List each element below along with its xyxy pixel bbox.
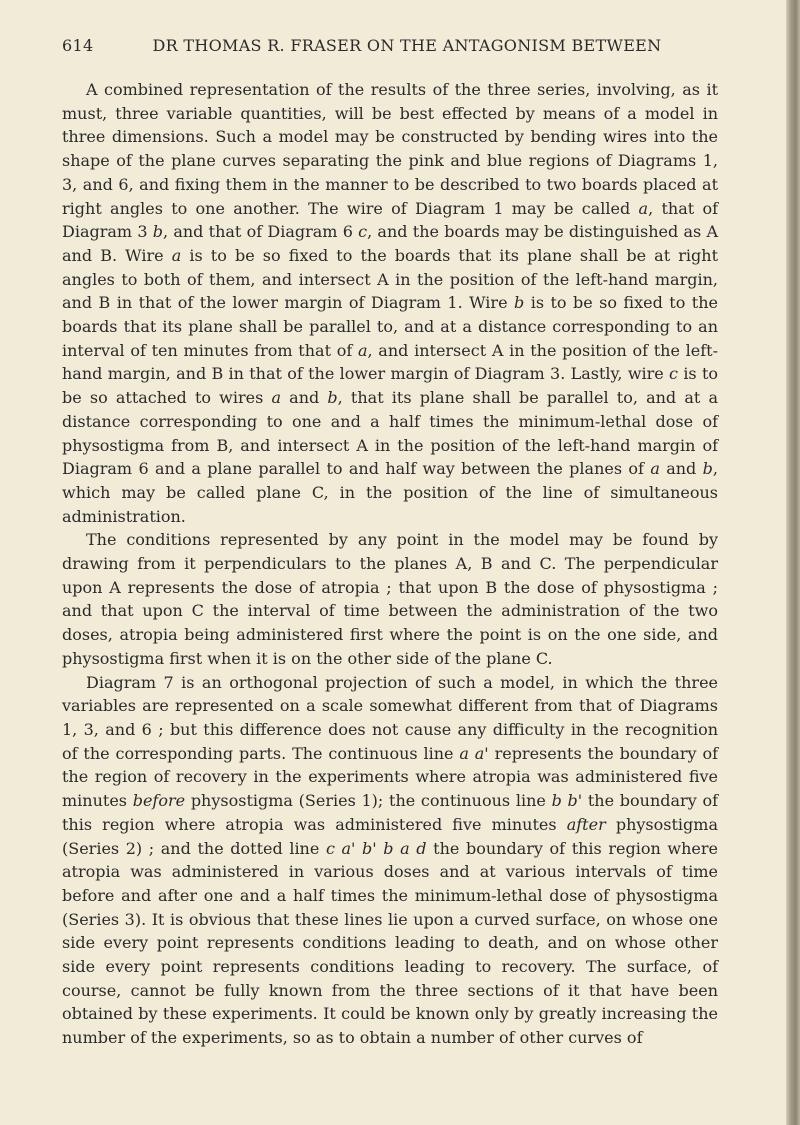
running-title: DR THOMAS R. FRASER ON THE ANTAGONISM BETWEEN xyxy=(152,36,662,55)
running-head xyxy=(62,36,712,62)
paragraph-diagram-7: Diagram 7 is an orthogonal projection of such a model, in which the three variables are represented on a scale somewhat different from that of Diagrams 1, 3, and 6 ; but this difference does not cause any difficulty in the recognition of the corresponding parts. The continuous line a a' represents the boundary of the region of recovery in the experiments where atropia was administered five minutes before physostigma (Series 1); the continuous line b b' the boundary of this region where atropia was administered five minutes after physostigma (Series 2) ; and the dotted line c a' b' b a d the boundary of this region where atropia was administered in various doses and at various intervals of time before and after one and a half times the minimum-lethal dose of physostigma (Series 3). It is obvious that these lines lie upon a curved surface, on whose one side every point represents conditions leading to death, and on whose other side every point represents conditions leading to recovery. The surface, of course, cannot be fully known from the three sections of it that have been obtained by these experiments. It could be known only by greatly increasing the number of the experiments, so as to obtain a number of other curves of xyxy=(62,672,719,1048)
body-text xyxy=(62,78,718,1050)
paragraph-perpendiculars: The conditions represented by any point in the model may be found by drawing from it perpendiculars to the planes A, B and C. The perpendicular upon A represents the dose of atropia ; that upon B the dose of physostigma ; and that upon C the interval of time between the administration of the two doses, atropia being administered first where the point is on the one side, and physostigma first when it is on the other side of the plane C. xyxy=(62,530,718,668)
page-number: 614 xyxy=(62,36,94,55)
paragraph-model-construction: A combined representation of the results of the three series, involving, as it must, three variable quantities, will be best effected by means of a model in three dimensions. Such a model may be constructed by bending wires into the shape of the plane curves separating the pink and blue regions of Diagrams 1, 3, and 6, and fixing them in the manner to be described to two boards placed at right angles to one another. The wire of Diagram 1 may be called a, that of Diagram 3 b, and that of Diagram 6 c, and the boards may be distinguished as A and B. Wire a is to be so fixed to the boards that its plane shall be at right angles to both of them, and intersect A in the position of the left-hand margin, and B in that of the lower margin of Diagram 1. Wire b is to be so fixed to the boards that its plane shall be parallel to, and at a distance corresponding to an interval of ten minutes from that of a, and intersect A in the position of the left-hand margin, and B in that of the lower margin of Diagram 3. Lastly, wire c is to be so attached to wires a and b, that its plane shall be parallel to, and at a distance corresponding to one and a half times the minimum-lethal dose of physostigma from B, and intersect A in the position of the left-hand margin of Diagram 6 and a plane parallel to and half way between the planes of a and b, which may be called plane C, in the position of the line of simultaneous administration. xyxy=(62,80,719,526)
page-edge-shadow xyxy=(786,0,800,1125)
